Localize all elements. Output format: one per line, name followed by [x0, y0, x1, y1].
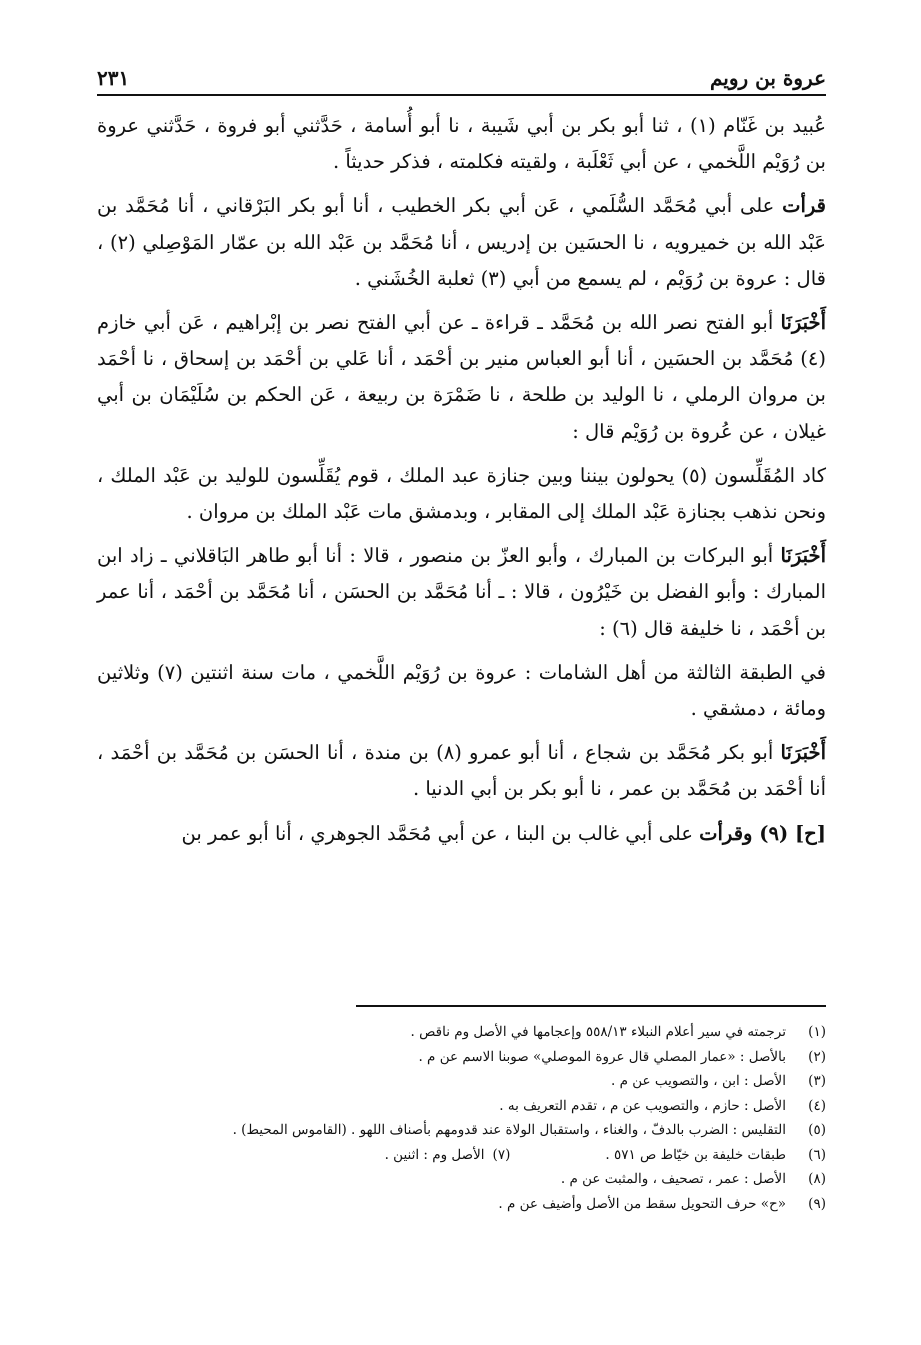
paragraph-text: على أبي مُحَمَّد السُّلَمي ، عَن أبي بكر الخطيب ، أنا أبو بكر البَرْقاني ، أنا مُحَمَّد بن عَبْد الله بن خميرويه ، نا الحسَين بن إدريس ، أنا مُحَمَّد بن عَبْد الله بن عمّار المَوْصِلي (٢) ، قال : عروة بن رُوَيْم ، لم يسمع من أبي (٣) ثعلبة الخُشَني . — [97, 194, 827, 290]
keyword: أَخْبَرَنَا — [780, 741, 826, 765]
footnote-number: (٨) — [808, 1171, 826, 1187]
footnote-3 — [97, 1069, 826, 1094]
footnote-5 — [97, 1118, 826, 1143]
paragraph-7 — [97, 735, 826, 807]
footnotes — [97, 1020, 826, 1216]
paragraph-text: أبو البركات بن المبارك ، وأبو العزّ بن منصور ، قالا : أنا أبو طاهر البَاقلاني ـ زاد ابن المبارك : وأبو الفضل بن خَيْرُون ، قالا : ـ أنا مُحَمَّد بن الحسَن ، أنا مُحَمَّد بن أحْمَد ، أنا عمر بن أحْمَد ، نا خليفة قال (٦) : — [97, 544, 826, 640]
paragraph-3 — [97, 305, 826, 450]
footnote-text: التقليس : الضرب بالدفّ ، والغناء ، واستقبال الولاة عند قدومهم بأصناف اللهو . (القاموس المحيط) . — [232, 1122, 786, 1138]
footnote-8 — [97, 1167, 826, 1192]
paragraph-4: كاد المُقَلِّسون (٥) يحولون بيننا وبين جنازة عبد الملك ، قوم يُقَلِّسون للوليد بن عَبْد الملك ، ونحن نذهب بجنازة عَبْد الملك إلى المقابر ، وبدمشق مات عَبْد الملك بن مروان . — [97, 463, 826, 524]
keyword: [ح] (٩) وقرأت — [699, 821, 826, 845]
paragraph-text: أبو الفتح نصر الله بن مُحَمَّد ـ قراءة ـ عن أبي الفتح نصر بن إبْراهيم ، عَن أبي خازم (٤) مُحَمَّد بن الحسَين ، أنا أبو العباس منير بن أحْمَد ، أنا عَلي بن أحْمَد بن إسحاق ، نا أحْمَد بن مروان الرملي ، نا الوليد بن طلحة ، نا ضَمْرَة بن ربيعة ، عَن الحكم بن سُلَيْمَان بن أبي غيلان ، عن عُروة بن رُوَيْم قال : — [97, 311, 826, 443]
footnote-4 — [97, 1094, 826, 1119]
keyword: قرأت — [782, 194, 826, 218]
footnote-text: «ح» حرف التحويل سقط من الأصل وأضيف عن م . — [498, 1195, 786, 1212]
footnote-text: الأصل : عمر ، تصحيف ، والمثبت عن م . — [560, 1171, 786, 1187]
keyword: أَخْبَرَنَا — [780, 311, 826, 335]
footnote-6-text: طبقات خليفة بن خيّاط ص ٥٧١ . — [605, 1146, 786, 1163]
main-text — [97, 108, 826, 860]
footnote-7-text: الأصل وم : اثنين . — [384, 1146, 485, 1163]
footnote-number: (١) — [808, 1024, 826, 1040]
footnote-number: (٢) — [808, 1048, 826, 1065]
footnote-number: (٩) — [808, 1195, 826, 1212]
paragraph-5 — [97, 538, 826, 647]
footnote-text: الأصل : ابن ، والتصويب عن م . — [611, 1073, 786, 1089]
paragraph-8 — [97, 816, 826, 852]
footnote-number: (٤) — [808, 1097, 826, 1114]
footnote-9 — [97, 1192, 826, 1217]
footnote-1 — [97, 1020, 826, 1045]
paragraph-2 — [97, 188, 826, 297]
footnote-number: (٥) — [808, 1122, 826, 1138]
paragraph-1: عُبيد بن غَنّام (١) ، ثنا أبو بكر بن أبي شَيبة ، نا أبو أُسامة ، حَدَّثني أبو فروة ، حَدَّثني عروة بن رُوَيْم اللَّخمي ، عن أبي ثَعْلَبة ، ولقيته فكلمته ، فذكر حديثاً . — [97, 114, 826, 174]
footnote-text: ترجمته في سير أعلام النبلاء ٥٥٨/١٣ وإعجامها في الأصل وم ناقص . — [410, 1024, 786, 1040]
page-number: ٢٣١ — [97, 66, 130, 90]
keyword: أَخْبَرَنَا — [780, 544, 826, 568]
footnote-text: الأصل : حازم ، والتصويب عن م ، تقدم التعريف به . — [499, 1097, 786, 1114]
footnote-number: (٣) — [808, 1073, 826, 1089]
footnote-text: بالأصل : «عمار المصلي قال عروة الموصلي» صوبنا الاسم عن م . — [418, 1048, 786, 1065]
footnote-number: (٦) — [808, 1146, 826, 1163]
page-header — [97, 58, 826, 96]
footnote-6-7 — [97, 1143, 826, 1168]
footnote-divider — [356, 1005, 826, 1007]
footnote-2 — [97, 1045, 826, 1070]
paragraph-text: على أبي غالب بن البنا ، عن أبي مُحَمَّد الجوهري ، أنا أبو عمر بن — [181, 821, 700, 845]
footnote-7-number: (٧) — [492, 1146, 511, 1163]
footnote-text — [97, 1143, 786, 1168]
paragraph-6: في الطبقة الثالثة من أهل الشامات : عروة بن رُوَيْم اللَّخمي ، مات سنة اثنتين (٧) وثلاثين ومائة ، دمشقي . — [97, 660, 826, 721]
running-title: عروة بن رويم — [709, 66, 826, 90]
paragraph-text: أبو بكر مُحَمَّد بن شجاع ، أنا أبو عمرو (٨) بن مندة ، أنا الحسَن بن مُحَمَّد بن أحْمَد ، أنا أحْمَد بن مُحَمَّد بن عمر ، نا أبو بكر بن أبي الدنيا . — [97, 741, 826, 801]
